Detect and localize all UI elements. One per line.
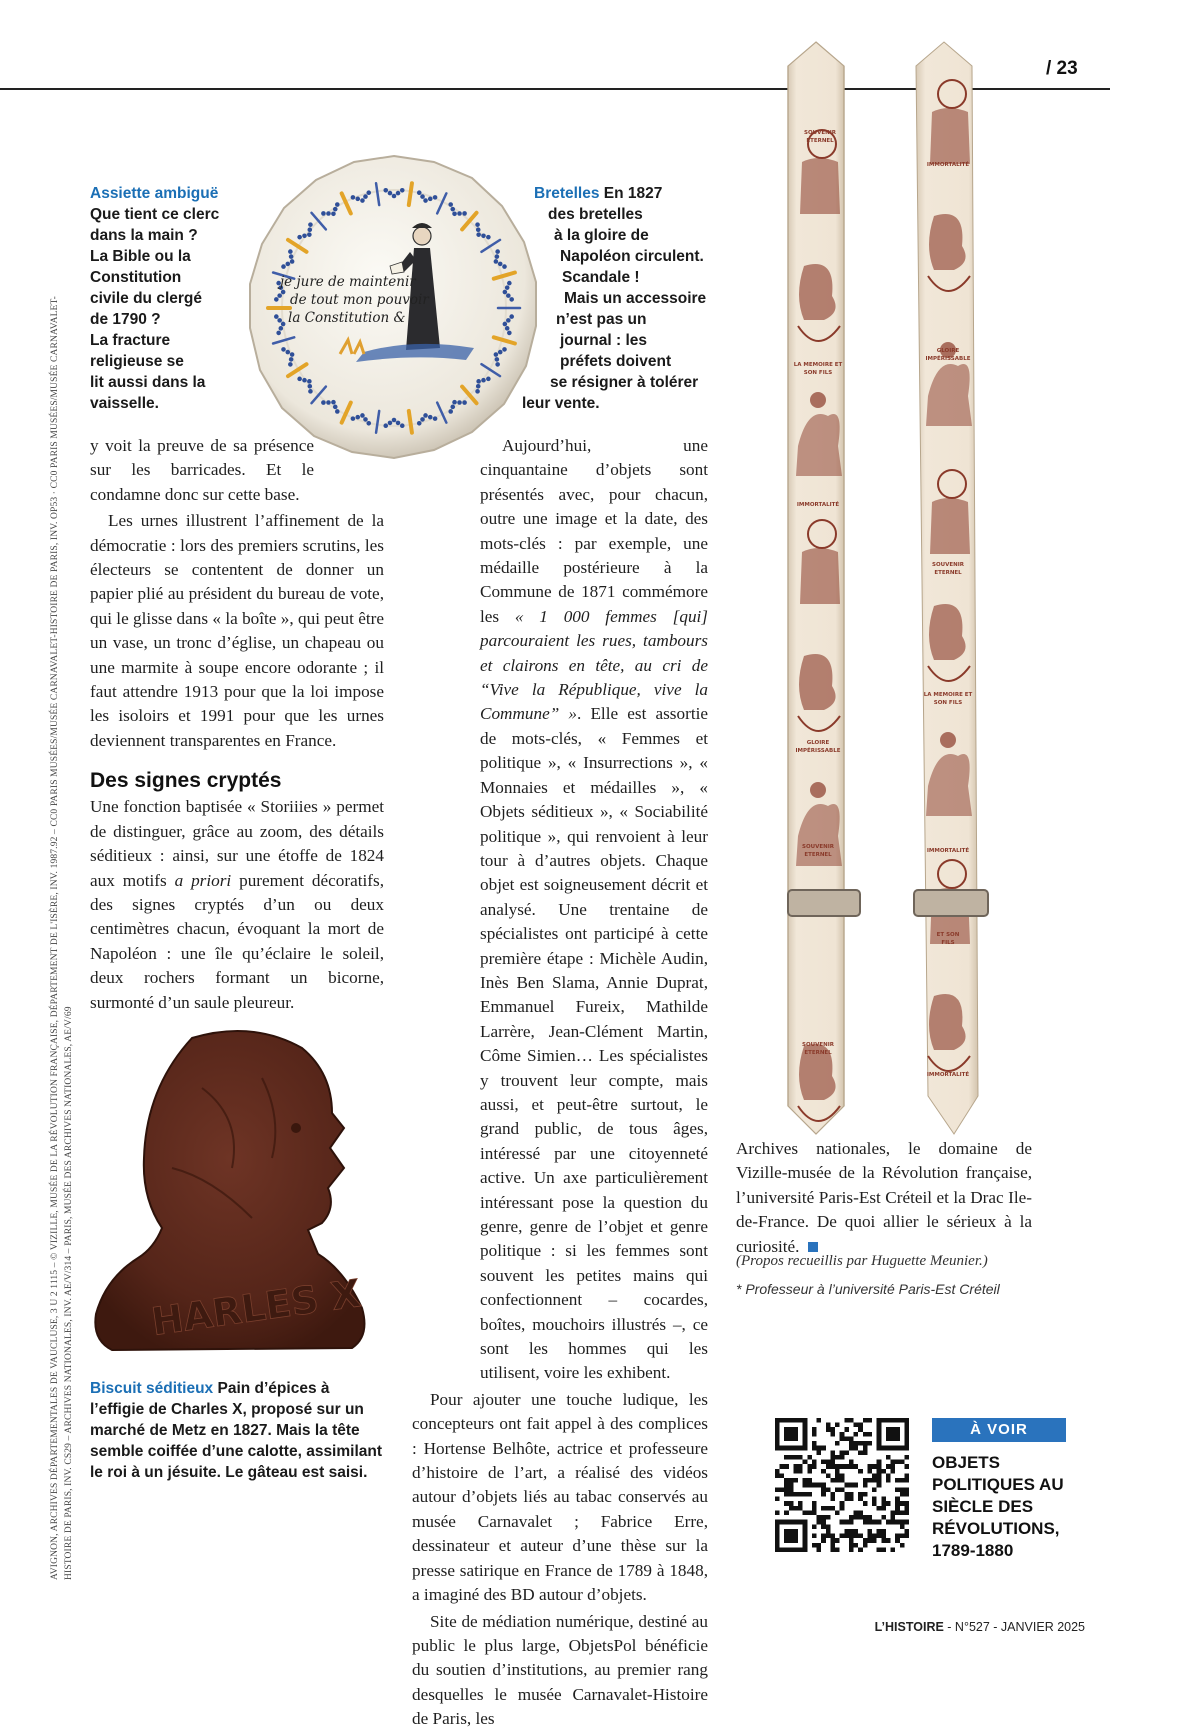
rim-dot: [288, 249, 293, 254]
rim-dot: [307, 232, 312, 237]
rim-dot: [448, 202, 453, 207]
plate-caption-line: lit aussi dans la: [90, 374, 206, 391]
rim-dot: [495, 249, 500, 254]
motif-head: [810, 782, 826, 798]
rim-dot: [481, 378, 486, 383]
a-voir-title: OBJETS POLITIQUES AU SIÈCLE DES RÉVOLUTIONS, 1789-1880: [932, 1453, 1064, 1560]
rim-dot: [509, 297, 514, 302]
plate-inscription: je jure de maintenir: [280, 274, 416, 290]
rim-dot: [281, 322, 286, 327]
rim-dot: [498, 262, 503, 267]
rim-dot: [507, 281, 512, 286]
rim-dot: [498, 350, 503, 355]
rim-dot: [494, 352, 499, 357]
rim-dot: [351, 195, 356, 200]
suspender-label: ET SON: [936, 932, 960, 938]
bretelles-caption-line: préfets doivent: [560, 353, 672, 370]
bretelles-caption-line: leur vente.: [522, 395, 600, 412]
rim-dot: [448, 409, 453, 414]
rim-dot: [503, 290, 508, 295]
rim-dot: [307, 384, 312, 389]
plate-inscription: la Constitution &: [288, 310, 406, 326]
bretelles-caption-line: Scandale !: [562, 269, 640, 286]
plate-caption-line: La Bible ou la: [90, 248, 191, 265]
rim-dot: [450, 207, 455, 212]
bretelles-caption-title: Bretelles: [534, 185, 600, 202]
suspender-label: SOUVENIR: [931, 562, 965, 568]
bretelles-caption-line: Bretelles En 1827: [534, 185, 663, 202]
suspender-label: ETERNEL: [934, 570, 962, 576]
rim-dot: [279, 326, 284, 331]
rim-dot: [392, 418, 397, 423]
rim-dot: [302, 378, 307, 383]
suspender-label: ETERNEL: [804, 852, 832, 858]
bretelles-caption-line: des bretelles: [548, 206, 643, 223]
rim-dot: [277, 293, 282, 298]
rim-dot: [495, 254, 500, 259]
rim-dot: [297, 235, 302, 240]
plate-caption-line: Que tient ce clerc: [90, 206, 220, 223]
rim-dot: [502, 347, 507, 352]
suspender-label: SOUVENIR: [801, 1042, 835, 1048]
motif-head: [940, 732, 956, 748]
rim-dot: [475, 222, 480, 227]
rim-dot: [486, 235, 491, 240]
bretelles-caption-line: à la gloire de: [554, 227, 649, 244]
motif-head: [810, 392, 826, 408]
rim-dot: [285, 262, 290, 267]
rim-dot: [495, 362, 500, 367]
rim-dot: [331, 400, 336, 405]
rim-dot: [363, 417, 368, 422]
motif-figure: [800, 548, 840, 604]
rim-dot: [388, 191, 393, 196]
rim-dot: [281, 347, 286, 352]
plate-caption-line: dans la main ?: [90, 227, 198, 244]
rim-dot: [360, 413, 365, 418]
footnote: * Professeur à l’université Paris-Est Créteil: [736, 1281, 1000, 1297]
right-column: [736, 1137, 1032, 1259]
rim-dot: [290, 259, 295, 264]
rim-dot: [297, 377, 302, 382]
bretelles-caption: [520, 183, 720, 414]
rim-dot: [396, 191, 401, 196]
rim-dot: [476, 232, 481, 237]
suspender-label: IMMORTALITÉ: [926, 162, 970, 168]
rim-dot: [321, 400, 326, 405]
suspender-label: SON FILS: [933, 700, 963, 706]
bretelles-caption-line: Napoléon circulent.: [560, 248, 704, 265]
end-square-icon: [808, 1242, 818, 1252]
rim-dot: [281, 264, 286, 269]
rim-dot: [476, 379, 481, 384]
rim-dot: [302, 233, 307, 238]
rim-dot: [428, 197, 433, 202]
rim-dot: [433, 416, 438, 421]
motif-figure: [800, 158, 840, 214]
rim-dot: [457, 400, 462, 405]
suspender-label: GLOIRE: [936, 348, 960, 354]
left-paragraph-3: Une fonction baptisée « Storiiies » permet de distinguer, grâce au zoom, des détails séditieux : ainsi, sur une étoffe de 1824 aux motifs a priori purement décoratifs, des signes cryptés d’un ou deux centimètres chacun, évoquant la mort de Napoléon : une île qu’éclaire le soleil, deux rochers formant un bicorne, surmonté d’un saule pleureur.: [90, 797, 384, 1012]
left-buckle: [788, 890, 860, 916]
rim-dot: [351, 416, 356, 421]
left-paragraph-2: Les urnes illustrent l’affinement de la démocratie : lors des premiers scrutins, les électeurs se contentent de donner un papier plié au président du bureau de vote, qui le glisse dans « la boîte », qui peut être un vase, un tronc d’église, un chapeau ou une marmite à soupe encore odorante ; il faut attendre 1913 pour que la loi impose les isoloirs et 1991 pour que les urnes deviennent transparentes en France.: [90, 511, 384, 750]
rim-dot: [475, 389, 480, 394]
rim-dot: [400, 423, 405, 428]
rim-dot: [420, 417, 425, 422]
rim-dot: [285, 350, 290, 355]
biscuit-caption: [90, 1378, 386, 1483]
rim-dot: [363, 194, 368, 199]
plate-caption-line: civile du clergé: [90, 290, 202, 307]
rim-dot: [281, 290, 286, 295]
bretelles-caption-line: journal : les: [560, 332, 647, 349]
page-number: / 23: [1046, 58, 1078, 79]
rim-dot: [274, 314, 279, 319]
suspender-label: ETERNEL: [806, 138, 834, 144]
rim-dot: [307, 379, 312, 384]
magazine-name: L’HISTOIRE: [874, 1620, 944, 1634]
suspender-label: SON FILS: [803, 370, 833, 376]
footer: [780, 1620, 1085, 1634]
rim-dot: [476, 227, 481, 232]
suspender-label: LA MEMOIRE ET: [923, 692, 973, 698]
left-paragraph-1: y voit la preuve de sa présence sur les barricades. Et le condamne donc sur cette base.: [90, 436, 314, 504]
rim-dot: [274, 297, 279, 302]
rim-dot: [462, 400, 467, 405]
rim-dot: [476, 384, 481, 389]
rim-dot: [452, 211, 457, 216]
motif-figure: [930, 108, 970, 164]
suspender-label: IMPÉRISSABLE: [795, 748, 841, 754]
rim-dot: [457, 211, 462, 216]
rim-dot: [433, 195, 438, 200]
left-column: [90, 434, 384, 1015]
rim-dot: [494, 259, 499, 264]
motif-figure: [930, 498, 970, 554]
rim-dot: [509, 314, 514, 319]
rim-dot: [307, 227, 312, 232]
rim-dot: [326, 211, 331, 216]
rim-dot: [355, 197, 360, 202]
rim-dot: [366, 421, 371, 426]
middle-column: [412, 434, 708, 1732]
rim-dot: [289, 357, 294, 362]
rim-dot: [505, 285, 510, 290]
suspender-label: IMMORTALITÉ: [926, 1072, 970, 1078]
suspender-label: ETERNEL: [804, 1050, 832, 1056]
rim-dot: [486, 377, 491, 382]
qr-code-icon[interactable]: [775, 1418, 909, 1552]
interview-signature: (Propos recueillis par Huguette Meunier.): [736, 1253, 988, 1269]
bretelles-caption-line: n’est pas un: [556, 311, 647, 328]
rim-dot: [495, 357, 500, 362]
rim-dot: [333, 405, 338, 410]
rim-dot: [502, 264, 507, 269]
suspender-label: IMPÉRISSABLE: [925, 356, 971, 362]
rim-dot: [308, 389, 313, 394]
plate-caption-line: La fracture: [90, 332, 171, 349]
rim-dot: [290, 352, 295, 357]
biscuit-image: [82, 1018, 382, 1368]
middle-paragraph-1: Aujourd’hui, une cinquantaine d’objets sont présentés avec, pour chacun, outre une image et la date, des mots-clés : par exemple, une médaille postérieure à la Commune de 1871 commémore les « 1 000 femmes [qui] parcouraient les rues, tambours et clairons en tête, au cri de “Vive la République, vive la Commune” ». Elle est assortie de mots-clés, « Femmes et politique », « Insurrections », « Monnaies et médailles », « Objets séditieux », « Sociabilité politique », qui renvoient à leur tour à d’autres objets. Chaque objet est soigneusement décrit et analysé. Une trentaine de spécialistes ont participé à cette première étape : Michèle Audin, Inès Ben Slama, Annie Duprat, Emmanuel Fureix, Mathilde Larrère, Jean-Clément Martin, Côme Simien… Les spécialistes y trouvent leur compte, mais aussi, et peut-être surtout, le grand public, de tous âges, intéressé par une citoyenneté active. Un axe particulièrement intéressant pose la question du genre, genre de l’objet et genre politique : si les femmes sont souvent les petites mains qui confectionnent – cocardes, boîtes, mouchoirs illustrés –, ce sont les hommes qui les utilisent, voire les exhibent.: [480, 436, 708, 1383]
biscuit-inscription: HARLES X: [148, 1271, 364, 1344]
suspender-label: IMMORTALITÉ: [926, 848, 970, 854]
rim-dot: [420, 194, 425, 199]
rim-dot: [400, 188, 405, 193]
plate-caption-title: Assiette ambiguë: [90, 185, 219, 202]
bretelles-caption-line: se résigner à tolérer: [550, 374, 699, 391]
suspender-label: IMMORTALITÉ: [796, 502, 840, 508]
rim-dot: [396, 421, 401, 426]
rim-dot: [366, 190, 371, 195]
photo-credits-text: AVIGNON, ARCHIVES DÉPARTEMENTALES DE VAUCLUSE, 3 U 2 1115 – © VIZILLE, MUSÉE DE LA RÉVOLUTION FRANÇAISE, DÉPARTEMENT DE L'ISÈRE, INV. 1987.92 – CC0 PARIS MUSÉES/MUSÉE CARNAVALET-HISTOIRE DE PARIS, INV. OP53 · CC0 PARIS MUSÉES/MUSÉE CARNAVALET-HISTOIRE DE PARIS, INV. CS29 – ARCHIVES NATIONALES, INV. AE/V/314 – PARIS, MUSÉE DES ARCHIVES NATIONALES, AE/V/69: [50, 296, 74, 1580]
plate-caption-line: religieuse se: [90, 353, 184, 370]
rim-dot: [331, 211, 336, 216]
rim-dot: [417, 190, 422, 195]
plate-caption-line: vaisselle.: [90, 395, 159, 412]
rim-dot: [308, 222, 313, 227]
rim-dot: [506, 293, 511, 298]
rim-dot: [335, 202, 340, 207]
rim-dot: [333, 207, 338, 212]
biscuit-caption-title: Biscuit séditieux: [90, 1380, 214, 1397]
right-buckle: [914, 890, 988, 916]
rim-dot: [392, 194, 397, 199]
photo-credits: [48, 290, 90, 1580]
plate-caption-line: Constitution: [90, 269, 182, 286]
rim-dot: [428, 415, 433, 420]
rim-dot: [289, 254, 294, 259]
rim-dot: [506, 318, 511, 323]
section-heading: Des signes cryptés: [90, 769, 282, 793]
rim-dot: [326, 400, 331, 405]
plate-image: [244, 148, 544, 468]
rim-dot: [276, 331, 281, 336]
suspender-label: FILS: [941, 940, 955, 946]
rim-dot: [277, 318, 282, 323]
suspender-label: SOUVENIR: [803, 130, 837, 136]
right-paragraph-1: Archives nationales, le domaine de Vizille-musée de la Révolution française, l’université Paris-Est Créteil et la Drac Ile-de-France. De quoi allier le sérieux à la curiosité.: [736, 1139, 1032, 1256]
rim-dot: [360, 198, 365, 203]
biscuit-caption-text: Pain d’épices à l’effigie de Charles X, proposé sur un marché de Metz en 1827. Mais la tête semble coiffée d’une calotte, assimilant le roi à un jésuite. Le gâteau est saisi.: [90, 1380, 383, 1481]
rim-dot: [417, 421, 422, 426]
issue-info: - N°527 - JANVIER 2025: [943, 1620, 1085, 1634]
bretelles-caption-line: Mais un accessoire: [564, 290, 707, 307]
rim-dot: [355, 415, 360, 420]
rim-dot: [450, 405, 455, 410]
plate-inscription: de tout mon pouvoir: [290, 292, 429, 308]
suspender-label: LA MEMOIRE ET: [793, 362, 843, 368]
rim-dot: [423, 198, 428, 203]
rim-dot: [423, 413, 428, 418]
rim-dot: [481, 233, 486, 238]
rim-dot: [503, 322, 508, 327]
middle-paragraph-3: Site de médiation numérique, destiné au public le plus large, ObjetsPol bénéficie du soutien d’institutions, au premier rang desquelles le musée Carnavalet-Histoire de Paris, les: [412, 1611, 708, 1729]
suspender-label: GLOIRE: [806, 740, 830, 746]
rim-dot: [383, 423, 388, 428]
rim-dot: [462, 211, 467, 216]
rim-dot: [507, 331, 512, 336]
rim-dot: [452, 400, 457, 405]
a-voir-badge: À VOIR: [932, 1418, 1066, 1442]
rim-dot: [388, 421, 393, 426]
suspenders-image: [768, 36, 1038, 1136]
rim-dot: [321, 211, 326, 216]
rim-dot: [383, 188, 388, 193]
suspender-label: SOUVENIR: [801, 844, 835, 850]
rim-dot: [335, 409, 340, 414]
rim-dot: [288, 362, 293, 367]
middle-paragraph-2: Pour ajouter une touche ludique, les concepteurs ont fait appel à des complices : Hortense Belhôte, actrice et professeure d’histoire de l’art, a réalisé des vidéos autour d’objets liés au tabac conservés au musée Carnavalet ; Fabrice Erre, dessinateur et auteur d’une thèse sur la presse satirique en France de 1789 à 1848, a imaginé des BD autour d’objets.: [412, 1389, 708, 1605]
plate-caption-line: de 1790 ?: [90, 311, 161, 328]
rim-dot: [505, 326, 510, 331]
